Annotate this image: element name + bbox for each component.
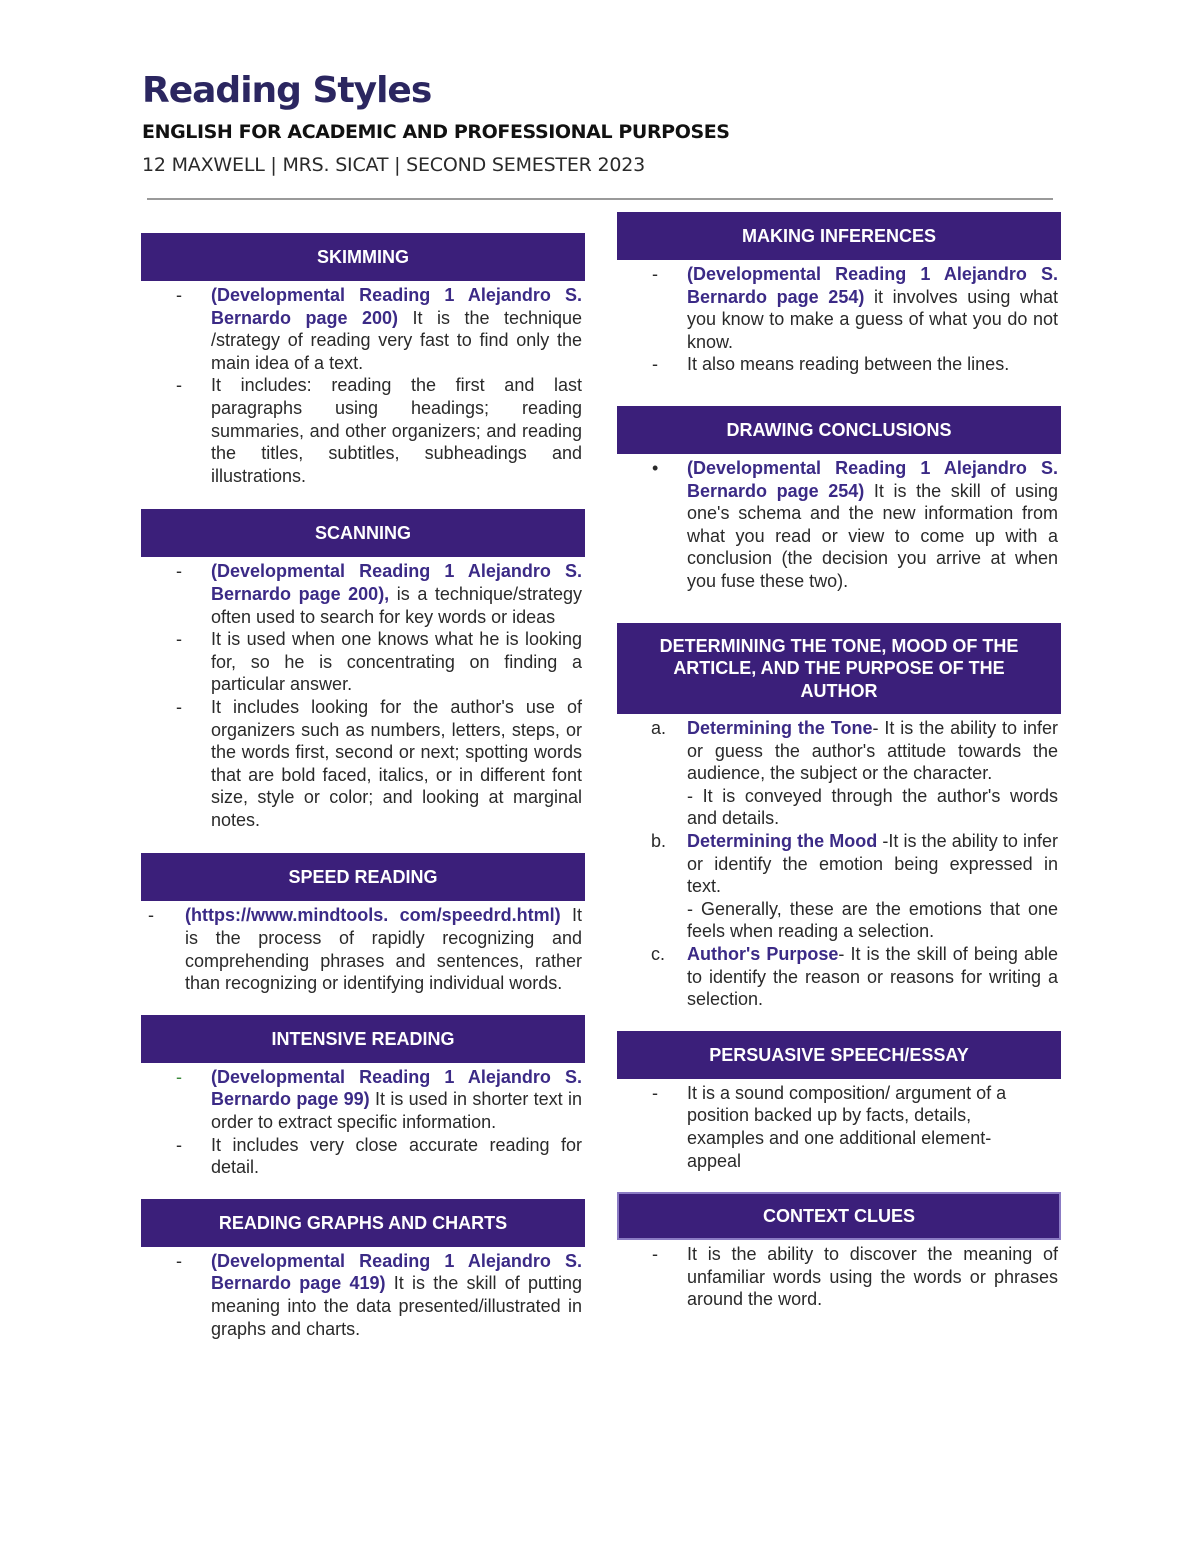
list-item [617, 943, 1061, 1011]
citation: (Developmental Reading 1 Alejandro S. Bernardo page 419) [211, 1250, 582, 1294]
list-item [141, 1250, 585, 1340]
term: Determining the Mood [687, 831, 878, 851]
section-body [617, 1079, 1061, 1172]
page-title: Reading Styles [142, 70, 432, 111]
header-divider [147, 198, 1053, 200]
section-intensive-reading [141, 1015, 585, 1179]
item-body: It includes: reading the first and last paragraphs using headings; reading summaries, and other organizers; and reading the titles, subtitles, subheadings and illustrations. [211, 375, 582, 486]
section-heading: PERSUASIVE SPEECH/ESSAY [617, 1031, 1061, 1079]
item-body: It is the skill of putting meaning into the data presented/illustrated in graphs and charts. [211, 1273, 582, 1339]
list-item [617, 1243, 1061, 1311]
item-body: It is used in shorter text in order to extract specific information. [211, 1089, 583, 1133]
citation: (Developmental Reading 1 Alejandro S. Bernardo page 254) [687, 457, 1058, 501]
section-heading: SKIMMING [141, 233, 585, 281]
item-subnote: - Generally, these are the emotions that one feels when reading a selection. [687, 898, 1058, 942]
citation: (Developmental Reading 1 Alejandro S. Bernardo page 99) [211, 1066, 582, 1110]
class-info: 12 MAXWELL | MRS. SICAT | SECOND SEMESTER 2023 [142, 154, 646, 176]
right-column [617, 212, 1061, 1345]
item-body: It includes very close accurate reading for detail. [211, 1134, 582, 1178]
item-body: - It is the ability to infer or guess the author's attitude towards the audience, the subject or the character. [687, 718, 1058, 784]
left-column [141, 233, 585, 1374]
bullet-marker: - [176, 561, 182, 582]
section-heading: MAKING INFERENCES [617, 212, 1061, 260]
list-item [617, 830, 1061, 943]
section-body [617, 454, 1061, 593]
bullet-marker: - [652, 1244, 658, 1265]
item-text [687, 830, 1061, 943]
item-body: It also means reading between the lines. [687, 354, 1010, 375]
item-body: It is the process of rapidly recognizing and comprehending phrases and sentences, rather than recognizing or identifying individual words. [185, 905, 582, 994]
bullet-marker: - [176, 696, 182, 717]
list-item [141, 904, 585, 994]
item-body: It is a sound composition/ argument of a position backed up by facts, details, examples and one additional element-appeal [687, 1082, 1007, 1171]
list-item [617, 457, 1061, 593]
section-body [141, 1063, 585, 1179]
section-drawing-conclusions [617, 406, 1061, 593]
citation: (Developmental Reading 1 Alejandro S. Bernardo page 200), [211, 561, 582, 604]
item-body: it involves using what you know to make a guess of what you do not know. [687, 286, 1058, 352]
section-heading: READING GRAPHS AND CHARTS [141, 1199, 585, 1247]
section-heading: SPEED READING [141, 853, 585, 901]
list-item [141, 560, 585, 628]
list-letter: a. [651, 718, 667, 739]
bullet-marker: - [176, 1250, 182, 1271]
section-heading: CONTEXT CLUES [617, 1192, 1061, 1240]
section-making-inferences [617, 212, 1061, 376]
item-text [687, 263, 1061, 353]
section-heading: DETERMINING THE TONE, MOOD OF THE ARTICLE, AND THE PURPOSE OF THE AUTHOR [617, 623, 1061, 715]
section-scanning [141, 509, 585, 831]
item-body: It includes looking for the author's use of organizers such as numbers, letters, steps, or the words first, second or next; spotting words that are bold faced, italics, or in different font size, style or color; and looking at marginal notes. [211, 696, 582, 830]
bullet-marker: - [148, 905, 154, 926]
bullet-marker: - [176, 1066, 182, 1087]
item-text [185, 904, 585, 994]
list-letter: c. [651, 943, 666, 964]
section-heading: SCANNING [141, 509, 585, 557]
bullet-marker: • [652, 457, 659, 478]
term: Author's Purpose [687, 943, 839, 964]
list-item [141, 284, 585, 374]
list-item [141, 696, 585, 832]
section-context-clues [617, 1192, 1061, 1311]
list-letter: b. [651, 831, 667, 851]
section-reading-graphs-charts [141, 1199, 585, 1340]
citation: (Developmental Reading 1 Alejandro S. Bernardo page 254) [687, 264, 1058, 307]
section-body [141, 281, 585, 487]
section-body [617, 260, 1061, 376]
bullet-marker: - [652, 1082, 658, 1103]
section-body [141, 557, 585, 831]
item-body: It is the skill of using one's schema and the new information from what you read or view to come up with a conclusion (the decision you arrive at when you fuse these two). [687, 480, 1058, 591]
item-body: - It is the skill of being able to identify the reason or reasons for writing a selection. [687, 943, 1059, 1010]
section-persuasive-speech [617, 1031, 1061, 1172]
item-text [211, 284, 585, 374]
item-text [211, 1250, 585, 1340]
section-body [141, 901, 585, 994]
list-item [141, 628, 585, 696]
bullet-marker: - [176, 1134, 182, 1155]
citation-link[interactable]: (https://www.mindtools. com/speedrd.html) [185, 905, 561, 926]
bullet-marker: - [652, 354, 658, 375]
course-subtitle: ENGLISH FOR ACADEMIC AND PROFESSIONAL PURPOSES [142, 121, 730, 143]
section-skimming [141, 233, 585, 487]
item-body: It is the ability to discover the meaning of unfamiliar words using the words or phrases around the word. [687, 1244, 1058, 1310]
list-item [141, 374, 585, 487]
bullet-marker: - [176, 375, 182, 396]
item-body: is a technique/strategy often used to search for key words or ideas [211, 583, 583, 627]
item-body: It is used when one knows what he is looking for, so he is concentrating on finding a particular answer. [211, 629, 582, 695]
citation: (Developmental Reading 1 Alejandro S. Bernardo page 200) [211, 285, 582, 328]
bullet-marker: - [652, 264, 658, 284]
section-heading: INTENSIVE READING [141, 1015, 585, 1063]
item-text [211, 560, 585, 628]
item-text [687, 943, 1061, 1011]
section-body [617, 714, 1061, 1011]
list-item [617, 717, 1061, 830]
list-item [617, 263, 1061, 353]
section-heading: DRAWING CONCLUSIONS [617, 406, 1061, 454]
section-body [141, 1247, 585, 1340]
item-subnote: - It is conveyed through the author's words and details. [687, 785, 1058, 829]
item-body: -It is the ability to infer or identify the emotion being expressed in text. [687, 831, 1058, 897]
section-speed-reading [141, 853, 585, 994]
list-item [141, 1134, 585, 1179]
term: Determining the Tone [687, 718, 873, 739]
bullet-marker: - [176, 629, 182, 650]
item-text [687, 457, 1061, 593]
list-item [617, 1082, 1061, 1172]
list-item [617, 353, 1061, 376]
list-item [141, 1066, 585, 1134]
item-text [211, 1066, 585, 1134]
bullet-marker: - [176, 285, 182, 305]
section-body [617, 1240, 1061, 1311]
section-tone-mood-purpose [617, 623, 1061, 1011]
item-text [687, 717, 1061, 830]
item-body: It is the technique /strategy of reading very fast to find only the main idea of a text. [211, 307, 583, 373]
